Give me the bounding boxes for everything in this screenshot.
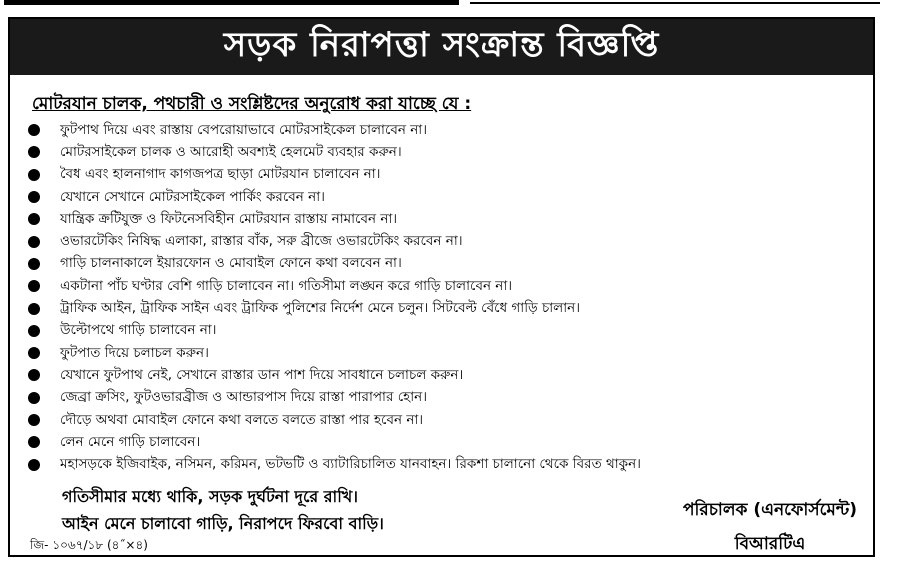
rule-text: ফুটপাত দিয়ে চলাচল করুন।	[60, 344, 209, 361]
rule-text: মোটরসাইকেল চালক ও আরোহী অবশ্যই হেলমেট ব্যবহার করুন।	[60, 143, 402, 160]
rule-text: ফুটপাথ দিয়ে এবং রাস্তায় বেপরোয়াভাবে মোটরসাইকেল চালাবেন না।	[60, 121, 428, 138]
slogan-line-1: গতিসীমার মধ্যে থাকি, সড়ক দুর্ঘটনা দূরে রাখি।	[62, 487, 359, 506]
rule-item	[28, 320, 641, 342]
signature-organization: বিআরটিএ	[734, 534, 806, 554]
rule-item	[28, 208, 641, 230]
rule-text: যেখানে সেখানে মোটরসাইকেল পার্কিং করবেন না।	[60, 188, 325, 205]
rule-item	[28, 141, 641, 163]
bullet-icon	[28, 392, 40, 404]
rule-text: যান্ত্রিক ক্রটিযুক্ত ও ফিটনেসবিহীন মোটরযান রাস্তায় নামাবেন না।	[60, 210, 398, 227]
bullet-icon	[28, 347, 40, 359]
bullet-icon	[28, 414, 40, 426]
rule-text: উল্টোপথে গাড়ি চালাবেন না।	[60, 322, 217, 339]
rule-item	[28, 387, 641, 409]
rule-item	[28, 230, 641, 252]
bullet-icon	[28, 169, 40, 181]
bullet-icon	[28, 325, 40, 337]
rule-item	[28, 186, 641, 208]
top-edge	[0, 0, 921, 6]
signature-designation: পরিচালক (এনফোর্সমেন্ট)	[682, 500, 857, 520]
bullet-icon	[28, 236, 40, 248]
signature-block	[683, 497, 857, 559]
notice-frame	[8, 17, 875, 557]
rule-text: দৌড়ে অথবা মোবাইল ফোনে কথা বলতে বলতে রাস্তা পার হবেন না।	[60, 411, 424, 428]
notice-title: সড়ক নিরাপত্তা সংক্রান্ত বিজ্ঞপ্তি	[10, 19, 873, 75]
bullet-icon	[28, 213, 40, 225]
bullet-icon	[28, 280, 40, 292]
rule-item	[28, 431, 641, 453]
top-edge-bar	[4, 0, 459, 5]
rule-item	[28, 253, 641, 275]
slogan-line-2: আইন মেনে চালাবো গাড়ি, নিরাপদে ফিরবো বাড়ি।	[62, 514, 384, 533]
rule-item	[28, 364, 641, 386]
bullet-icon	[28, 303, 40, 315]
rule-text: জেব্রা ক্রসিং, ফুটওভারব্রীজ ও আন্ডারপাস দিয়ে রাস্তা পারাপার হোন।	[60, 389, 428, 406]
reference-code: জি- ১০৬৭/১৮ (৪˝×৪)	[30, 538, 148, 552]
rule-item	[28, 119, 641, 141]
rule-item	[28, 297, 641, 319]
rule-text: ওভারটেকিং নিষিদ্ধ এলাকা, রাস্তার বাঁক, সরু ব্রীজে ওভারটেকিং করবেন না।	[60, 233, 463, 250]
rule-item	[28, 409, 641, 431]
bullet-icon	[28, 459, 40, 471]
bullet-icon	[28, 258, 40, 270]
rule-text: ট্রাফিক আইন, ট্রাফিক সাইন এবং ট্রাফিক পুলিশের নির্দেশ মেনে চলুন। সিটবেল্ট বেঁধে গাড়ি চালান।	[60, 300, 581, 317]
rule-item	[28, 342, 641, 364]
rule-text: একটানা পাঁচ ঘণ্টার বেশি গাড়ি চালাবেন না। গতিসীমা লঙ্ঘন করে গাড়ি চালাবেন না।	[60, 277, 513, 294]
rule-text: লেন মেনে গাড়ি চালাবেন।	[60, 433, 201, 450]
rule-item	[28, 164, 641, 186]
bullet-icon	[28, 369, 40, 381]
top-edge-rule	[470, 2, 880, 4]
bullet-icon	[28, 124, 40, 136]
rule-text: বৈধ এবং হালনাগাদ কাগজপত্র ছাড়া মোটরযান চালাবেন না।	[60, 166, 381, 183]
rules-list	[28, 119, 641, 476]
notice-intro: মোটরযান চালক, পথচারী ও সংশ্লিষ্টদের অনুরোধ করা যাচ্ছে যে :	[32, 94, 472, 114]
rule-item	[28, 453, 641, 475]
rule-item	[28, 275, 641, 297]
rule-text: গাড়ি চালনাকালে ইয়ারফোন ও মোবাইল ফোনে কথা বলবেন না।	[60, 255, 402, 272]
bullet-icon	[28, 146, 40, 158]
rule-text: মহাসড়কে ইজিবাইক, নসিমন, করিমন, ভটভটি ও ব্যাটারিচালিত যানবাহন। রিকশা চালানো থেকে বিরত থাকুন।	[60, 456, 641, 473]
rule-text: যেখানে ফুটপাথ নেই, সেখানে রাস্তার ডান পাশ দিয়ে সাবধানে চলাচল করুন।	[60, 366, 464, 383]
bullet-icon	[28, 191, 40, 203]
bullet-icon	[28, 436, 40, 448]
